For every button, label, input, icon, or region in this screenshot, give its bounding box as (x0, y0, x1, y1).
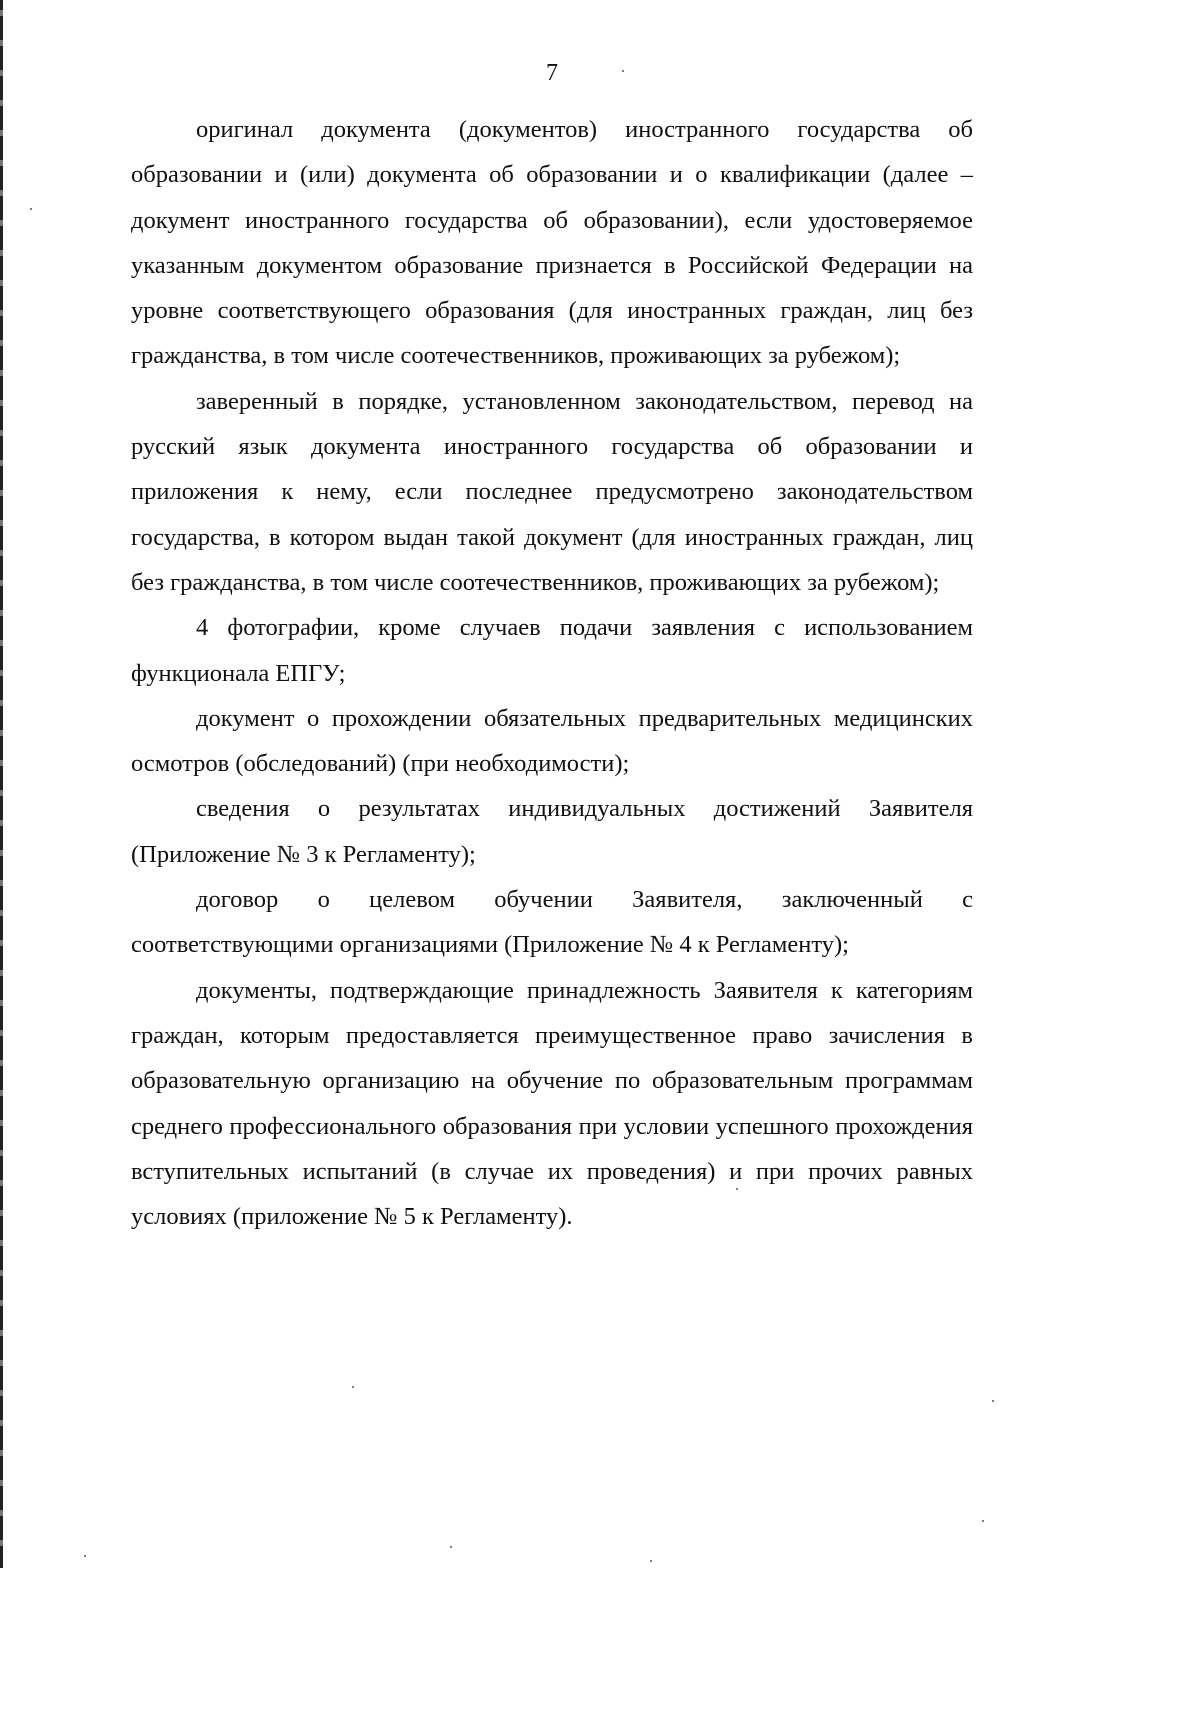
paragraph: оригинал документа (документов) иностранного государства об образовании и (или) документа об образовании и о квалификации (далее – документ иностранного государства об образовании), если удостоверяемое указанным документом образование признается в Российской Федерации на уровне соответствующего образования (для иностранных граждан, лиц без гражданства, в том числе соотечественников, проживающих за рубежом); (131, 116, 973, 370)
paragraph: договор о целевом обучении Заявителя, заключенный с соответствующими организациями (Приложение № 4 к Регламенту); (131, 886, 973, 959)
paragraph: документы, подтверждающие принадлежность Заявителя к категориям граждан, которым предоставляется преимущественное право зачисления в образовательную организацию на обучение по образовательным программам среднего профессионального образования при условии успешного прохождения вступительных испытаний (в случае их проведения) и при прочих равных условиях (приложение № 5 к Регламенту). (131, 976, 973, 1231)
scan-speck (650, 1560, 652, 1562)
paragraph: сведения о результатах индивидуальных достижений Заявителя (Приложение № 3 к Регламенту); (131, 795, 973, 868)
scan-speck (736, 1188, 738, 1190)
scan-speck (992, 1400, 994, 1402)
scan-speck (450, 1546, 452, 1548)
page-number: 7 (546, 60, 558, 86)
paragraph: заверенный в порядке, установленном законодательством, перевод на русский язык документа иностранного государства об образовании и приложения к нему, если последнее предусмотрено законодательством государства, в котором выдан такой документ (для иностранных граждан, лиц без гражданства, в том числе соотечественников, проживающих за рубежом); (131, 387, 973, 596)
scan-speck (30, 208, 32, 210)
scan-speck (622, 70, 624, 72)
scan-speck (84, 1555, 86, 1557)
paragraph: 4 фотографии, кроме случаев подачи заявления с использованием функционала ЕПГУ; (131, 614, 973, 687)
scan-speck (352, 1386, 354, 1388)
scan-speck (982, 1520, 984, 1522)
document-body (131, 107, 973, 1239)
paragraph: документ о прохождении обязательных предварительных медицинских осмотров (обследований) (при необходимости); (131, 704, 973, 778)
scan-edge (0, 0, 3, 1568)
